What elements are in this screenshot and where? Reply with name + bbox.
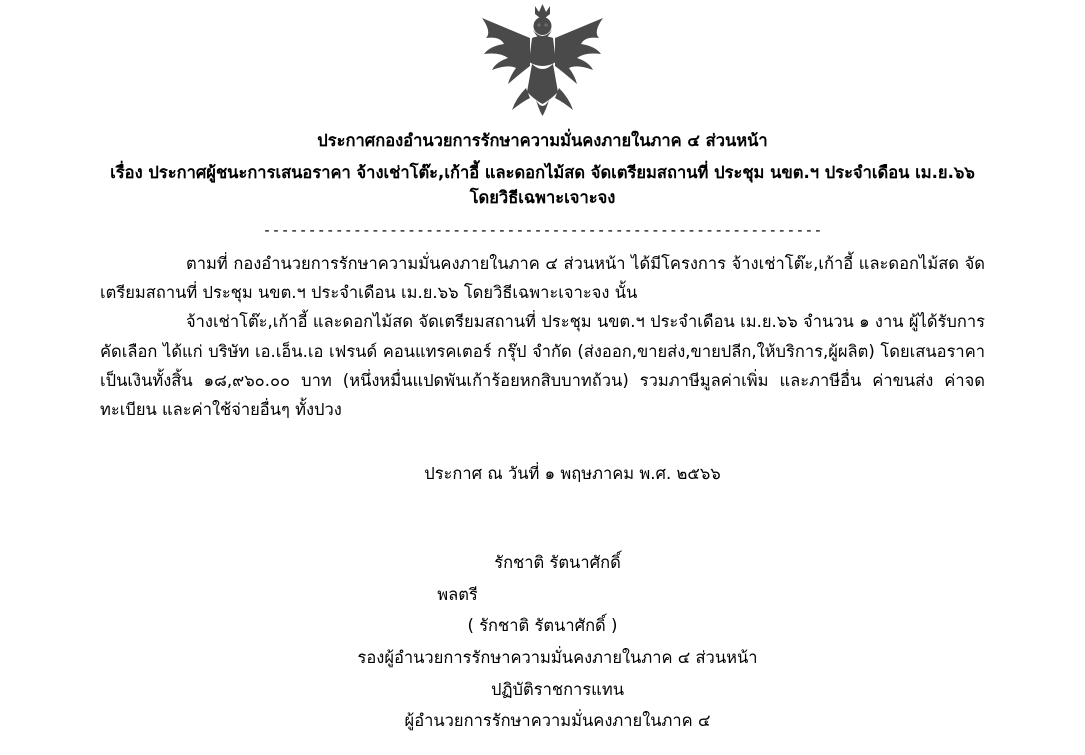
- paragraph-1: ตามที่ กองอำนวยการรักษาความมั่นคงภายในภาค ๔ ส่วนหน้า ได้มีโครงการ จ้างเช่าโต๊ะ,เก้าอี้ และดอกไม้สด จัดเตรียมสถานที่ ประชุม นขต.ฯ ประจำเดือน เม.ย.๖๖ โดยวิธีเฉพาะเจาะจง นั้น: [100, 253, 985, 303]
- signature-position-line-2: ปฏิบัติราชการแทน: [491, 679, 624, 699]
- announcement-date: ประกาศ ณ วันที่ ๑ พฤษภาคม พ.ศ. ๒๕๖๖: [424, 463, 721, 483]
- signature-rank: พลตรี: [437, 584, 478, 604]
- paragraph-2: จ้างเช่าโต๊ะ,เก้าอี้ และดอกไม้สด จัดเตรียมสถานที่ ประชุม นขต.ฯ ประจำเดือน เม.ย.๖๖ จำนวน ๑ งาน ผู้ได้รับการคัดเลือก ได้แก่ บริษัท เอ.เอ็น.เอ เฟรนด์ คอนแทรคเตอร์ กรุ๊ป จำกัด (ส่งออก,ขายส่ง,ขายปลีก,ให้บริการ,ผู้ผลิต) โดยเสนอราคา เป็นเงินทั้งสิ้น ๑๘,๙๖๐.๐๐ บาท (หนึ่งหมื่นแปดพันเก้าร้อยหกสิบบาทถ้วน) รวมภาษีมูลค่าเพิ่ม และภาษีอื่น ค่าขนส่ง ค่าจดทะเบียน และค่าใช้จ่ายอื่นๆ ทั้งปวง: [100, 312, 985, 420]
- header-line-1: ประกาศกองอำนวยการรักษาความมั่นคงภายในภาค ๔ ส่วนหน้า: [317, 131, 768, 150]
- emblem-container: [0, 0, 1085, 122]
- garuda-emblem-icon: [470, 0, 615, 122]
- signature-position-line-3: ผู้อำนวยการรักษาความมั่นคงภายในภาค ๔: [404, 711, 711, 731]
- signature-position-line-1: รองผู้อำนวยการรักษาความมั่นคงภายในภาค ๔ ส่วนหน้า: [357, 647, 758, 667]
- signature-name: รักชาติ รัตนาศักดิ์: [494, 552, 621, 572]
- header-line-2: เรื่อง ประกาศผู้ชนะการเสนอราคา จ้างเช่าโต๊ะ,เก้าอี้ และดอกไม้สด จัดเตรียมสถานที่ ประชุม นขต.ฯ ประจำเดือน เม.ย.๖๖ โดยวิธีเฉพาะเจาะจง: [110, 162, 975, 208]
- document-body: [0, 249, 1085, 425]
- announcement-header: [0, 128, 1085, 211]
- header-divider: --------------------------------------------------------------: [262, 220, 823, 239]
- signature-block: [0, 547, 1085, 737]
- signature-printed-name: ( รักชาติ รัตนาศักดิ์ ): [467, 616, 618, 636]
